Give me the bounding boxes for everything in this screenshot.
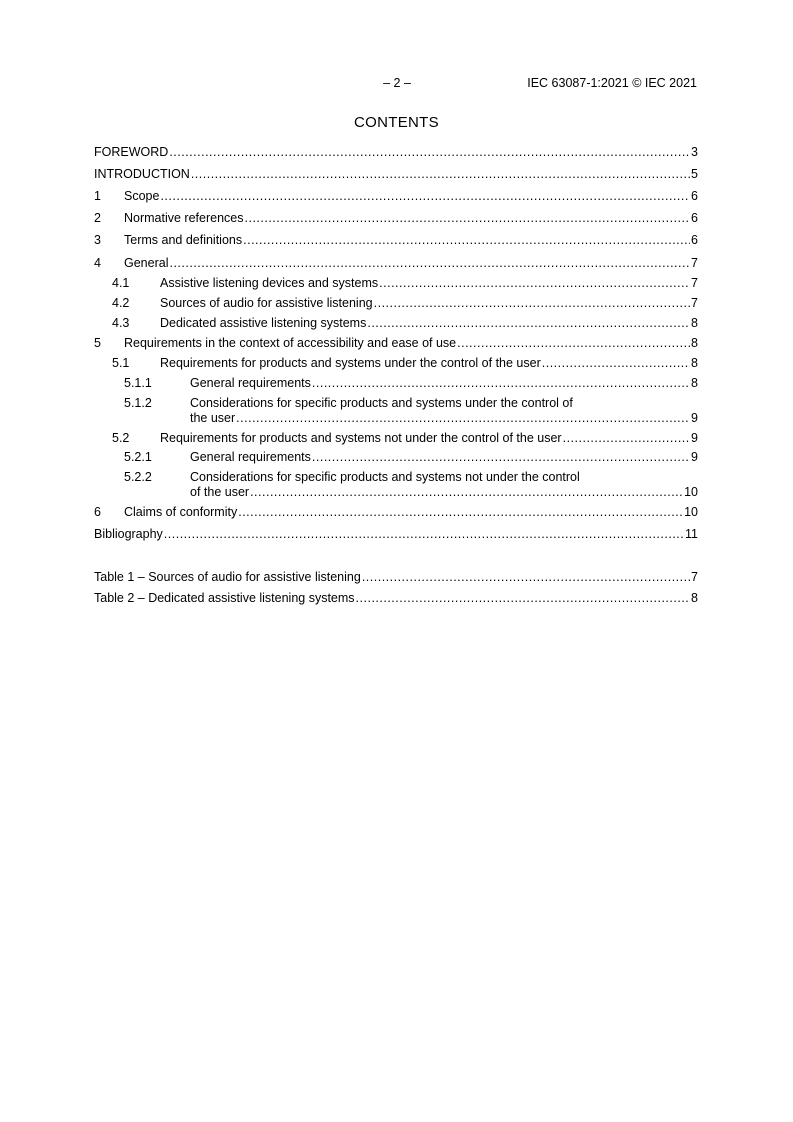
toc-entry-scope[interactable] bbox=[94, 189, 698, 204]
table-of-contents bbox=[94, 145, 698, 606]
toc-entry-page: 6 bbox=[691, 189, 698, 203]
toc-entry-label: General bbox=[124, 256, 169, 270]
section-number: 4 bbox=[94, 256, 101, 270]
toc-entry-page: 3 bbox=[691, 145, 698, 159]
toc-entry-label: Terms and definitions bbox=[124, 233, 243, 247]
dot-leader bbox=[374, 296, 690, 311]
toc-entry-4-3[interactable] bbox=[94, 316, 698, 331]
dot-leader bbox=[563, 431, 690, 446]
toc-entry-label: General requirements bbox=[190, 450, 311, 464]
toc-entry-5-1-1[interactable] bbox=[94, 376, 698, 391]
toc-entry-label: INTRODUCTION bbox=[94, 167, 190, 181]
toc-entry-page: 8 bbox=[691, 376, 698, 390]
page-title: CONTENTS bbox=[354, 114, 439, 131]
toc-entry-label: FOREWORD bbox=[94, 145, 169, 159]
toc-entry-label: Normative references bbox=[124, 211, 244, 225]
list-of-tables-entry-1[interactable] bbox=[94, 570, 698, 585]
dot-leader bbox=[312, 376, 690, 391]
toc-entry-page: 8 bbox=[691, 316, 698, 330]
toc-entry-page: 8 bbox=[691, 336, 698, 350]
toc-entry-introduction[interactable] bbox=[94, 167, 698, 182]
section-number: 5.1.1 bbox=[124, 376, 152, 390]
toc-entry-page: 10 bbox=[684, 505, 698, 519]
toc-entry-label: Scope bbox=[124, 189, 160, 203]
toc-entry-5-2-2[interactable] bbox=[94, 470, 698, 500]
toc-entry-4-1[interactable] bbox=[94, 276, 698, 291]
toc-entry-bibliography[interactable] bbox=[94, 527, 698, 542]
toc-entry-page: 7 bbox=[691, 296, 698, 310]
section-number: 5.2.1 bbox=[124, 450, 152, 464]
section-number: 5.1 bbox=[112, 356, 130, 370]
toc-entry-label: Assistive listening devices and systems bbox=[160, 276, 379, 290]
toc-entry-label: Dedicated assistive listening systems bbox=[160, 316, 367, 330]
list-of-tables-entry-2[interactable] bbox=[94, 591, 698, 606]
dot-leader bbox=[367, 316, 690, 331]
page-number: – 2 – bbox=[383, 76, 411, 90]
section-number: 4.2 bbox=[112, 296, 130, 310]
dot-leader bbox=[191, 167, 690, 182]
dot-leader bbox=[243, 233, 690, 248]
toc-entry-page: 11 bbox=[685, 527, 698, 541]
toc-entry-page: 9 bbox=[691, 450, 698, 464]
dot-leader bbox=[164, 527, 684, 542]
toc-entry-page: 7 bbox=[691, 276, 698, 290]
toc-entry-label: Bibliography bbox=[94, 527, 163, 541]
dot-leader bbox=[236, 411, 690, 426]
toc-entry-claims-of-conformity[interactable] bbox=[94, 505, 698, 520]
page-header bbox=[0, 76, 793, 92]
dot-leader bbox=[457, 336, 690, 351]
toc-entry-label-line2: the user bbox=[190, 411, 236, 425]
toc-entry-page: 8 bbox=[691, 356, 698, 370]
toc-entry-label: Sources of audio for assistive listening bbox=[160, 296, 373, 310]
section-number: 5.2.2 bbox=[124, 470, 152, 484]
toc-entry-page: 9 bbox=[691, 411, 698, 425]
toc-entry-page: 6 bbox=[691, 211, 698, 225]
toc-entry-normative-references[interactable] bbox=[94, 211, 698, 226]
dot-leader bbox=[542, 356, 690, 371]
toc-entry-foreword[interactable] bbox=[94, 145, 698, 160]
toc-entry-5-1[interactable] bbox=[94, 356, 698, 371]
toc-entry-page: 10 bbox=[684, 485, 698, 499]
toc-entry-label-line1: Considerations for specific products and systems under the control of bbox=[190, 396, 573, 410]
toc-entry-label: Requirements for products and systems under the control of the user bbox=[160, 356, 541, 370]
table-entry-page: 8 bbox=[691, 591, 698, 605]
dot-leader bbox=[169, 145, 690, 160]
dot-leader bbox=[356, 591, 691, 606]
toc-entry-page: 6 bbox=[691, 233, 698, 247]
table-entry-label: Table 1 – Sources of audio for assistive listening bbox=[94, 570, 361, 584]
toc-entry-label-line1: Considerations for specific products and systems not under the control bbox=[190, 470, 580, 484]
section-number: 2 bbox=[94, 211, 101, 225]
section-number: 4.3 bbox=[112, 316, 130, 330]
toc-entry-5-2-1[interactable] bbox=[94, 450, 698, 465]
toc-entry-general[interactable] bbox=[94, 256, 698, 271]
dot-leader bbox=[379, 276, 690, 291]
section-number: 1 bbox=[94, 189, 101, 203]
dot-leader bbox=[245, 211, 691, 226]
toc-entry-page: 9 bbox=[691, 431, 698, 445]
dot-leader bbox=[160, 189, 690, 204]
toc-entry-page: 7 bbox=[691, 256, 698, 270]
toc-entry-5-2[interactable] bbox=[94, 431, 698, 446]
toc-entry-label: Claims of conformity bbox=[124, 505, 238, 519]
dot-leader bbox=[250, 485, 683, 500]
section-number: 5.2 bbox=[112, 431, 130, 445]
toc-entry-page: 5 bbox=[691, 167, 698, 181]
section-number: 5.1.2 bbox=[124, 396, 152, 410]
dot-leader bbox=[238, 505, 683, 520]
table-entry-label: Table 2 – Dedicated assistive listening systems bbox=[94, 591, 355, 605]
table-entry-page: 7 bbox=[691, 570, 698, 584]
section-number: 3 bbox=[94, 233, 101, 247]
dot-leader bbox=[312, 450, 690, 465]
toc-entry-terms-and-definitions[interactable] bbox=[94, 233, 698, 248]
section-number: 5 bbox=[94, 336, 101, 350]
toc-entry-5-1-2[interactable] bbox=[94, 396, 698, 426]
dot-leader bbox=[362, 570, 690, 585]
section-number: 6 bbox=[94, 505, 101, 519]
toc-entry-label-line2: of the user bbox=[190, 485, 250, 499]
section-number: 4.1 bbox=[112, 276, 130, 290]
dot-leader bbox=[169, 256, 690, 271]
toc-entry-requirements[interactable] bbox=[94, 336, 698, 351]
toc-entry-label: Requirements for products and systems not under the control of the user bbox=[160, 431, 562, 445]
toc-entry-label: Requirements in the context of accessibility and ease of use bbox=[124, 336, 457, 350]
toc-entry-4-2[interactable] bbox=[94, 296, 698, 311]
toc-entry-label: General requirements bbox=[190, 376, 311, 390]
standard-identifier: IEC 63087-1:2021 © IEC 2021 bbox=[527, 76, 697, 90]
